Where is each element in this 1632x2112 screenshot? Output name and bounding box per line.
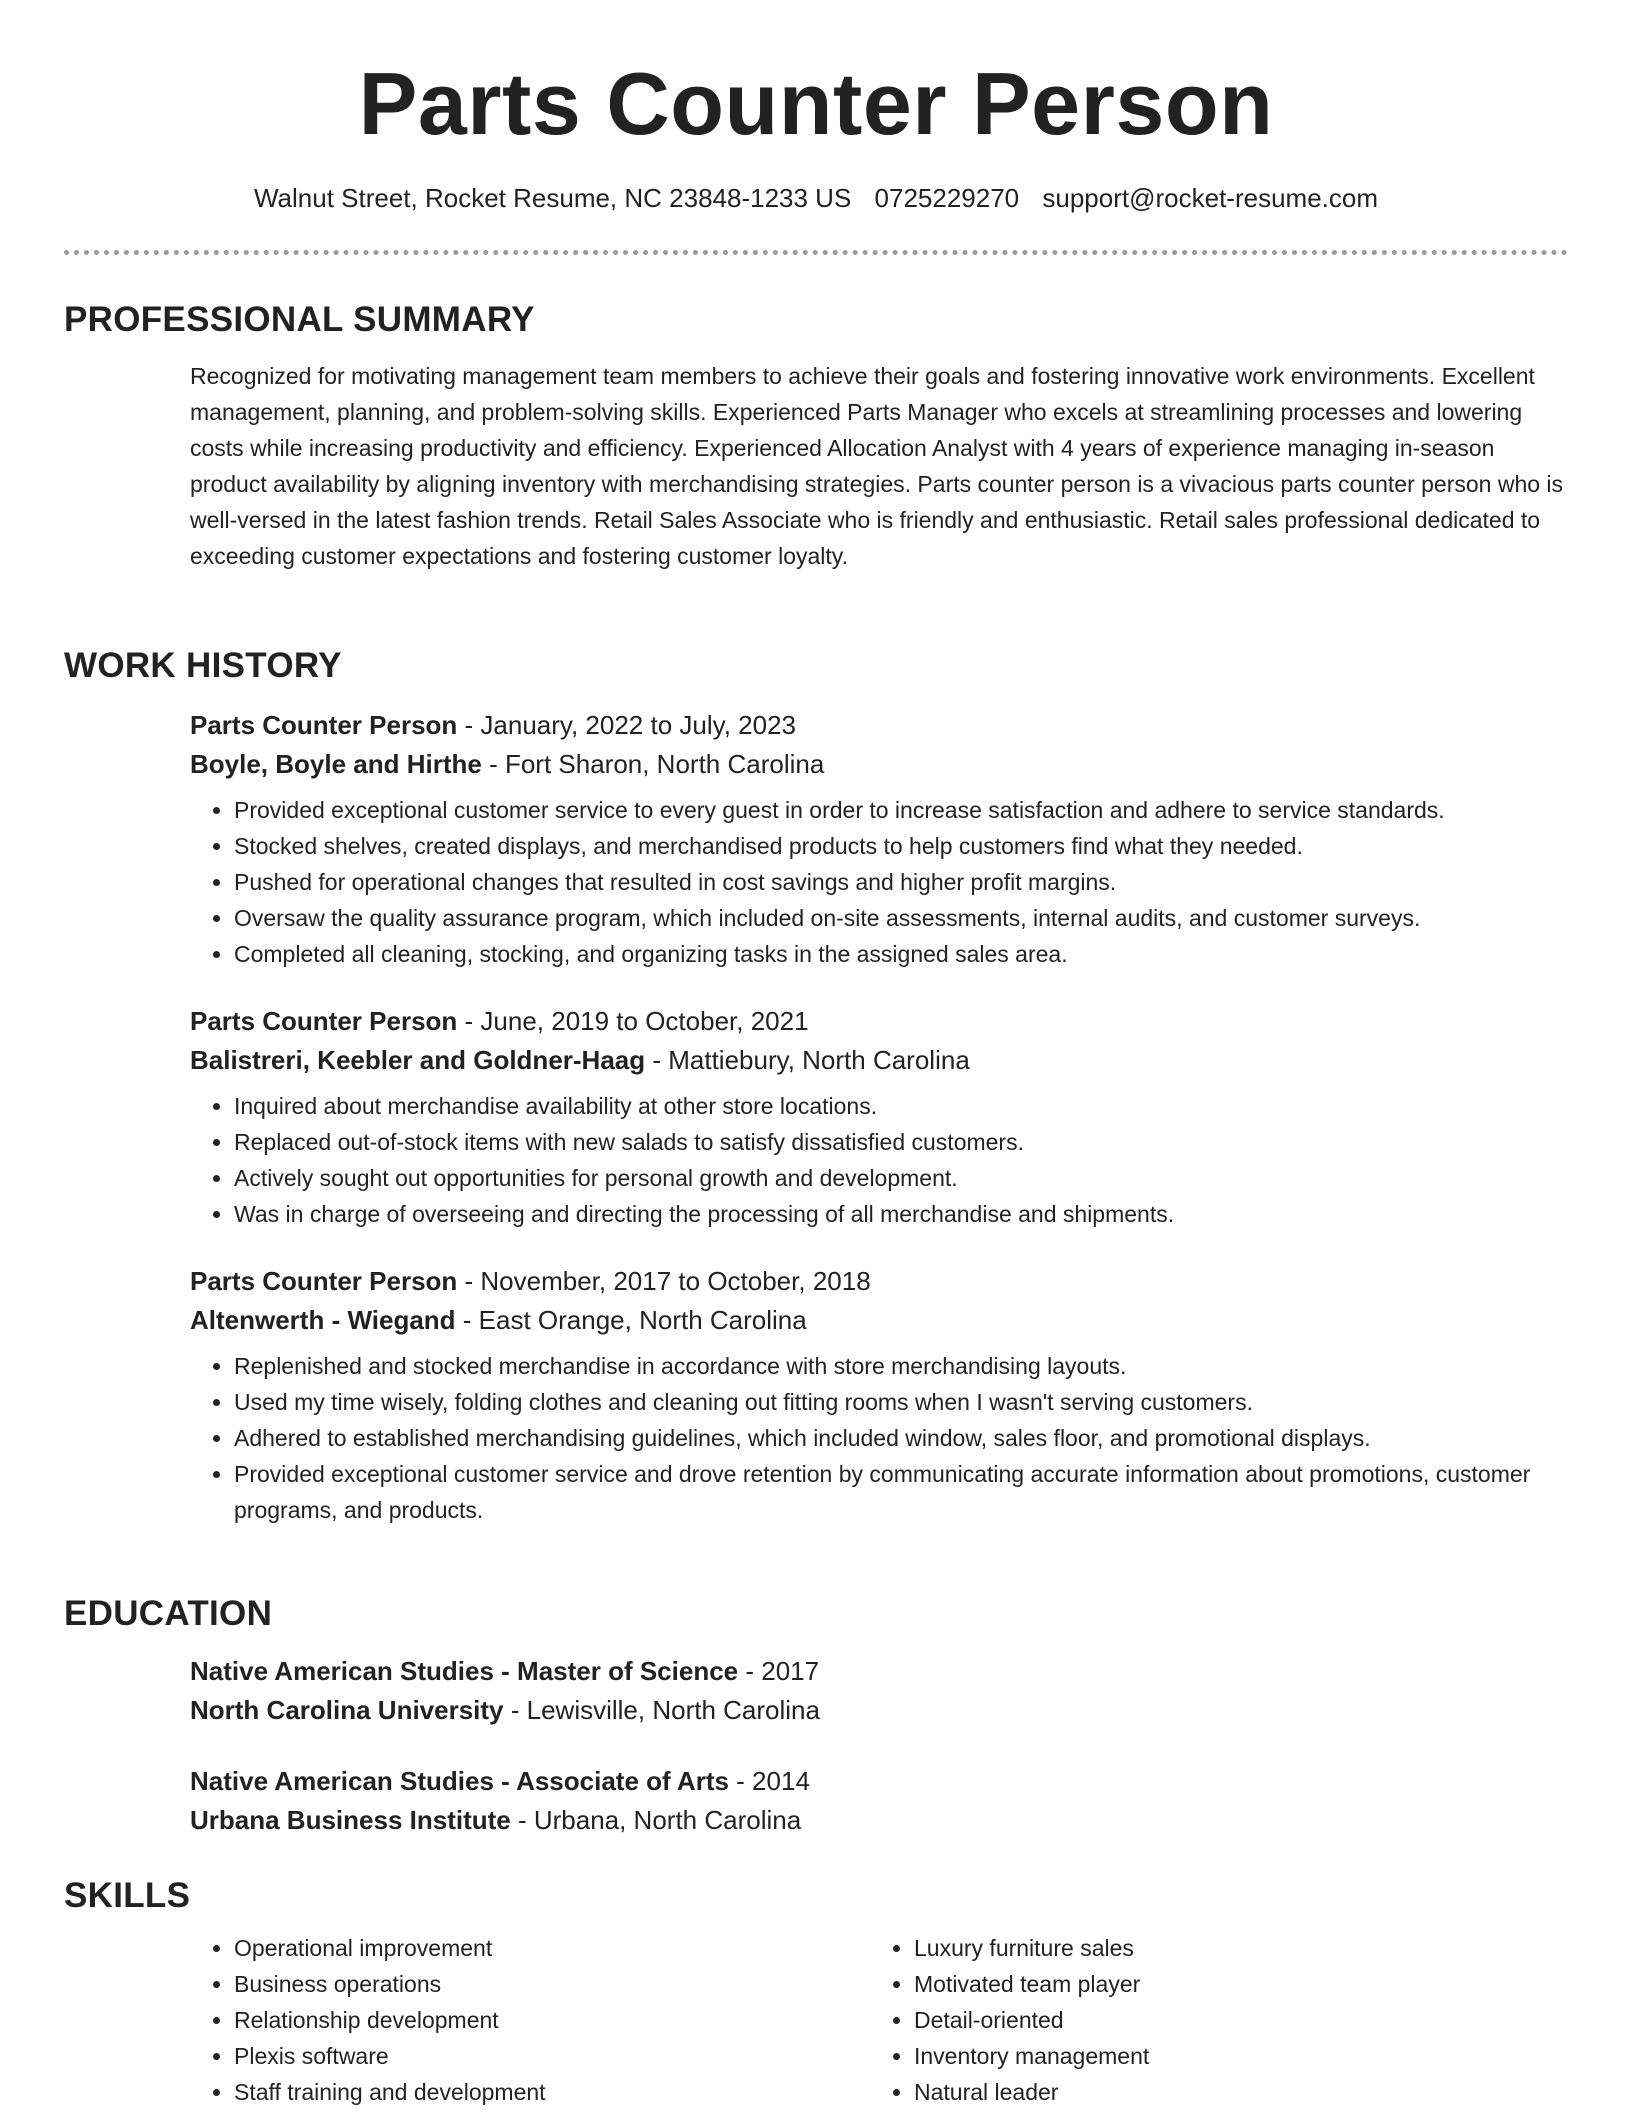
education-entry — [64, 1652, 1568, 1730]
job-bullet: • Stocked shelves, created displays, and merchandised products to help customers find what they needed. — [234, 828, 1568, 864]
contact-phone: 0725229270 — [874, 183, 1020, 213]
job-company: Boyle, Boyle and Hirthe — [190, 749, 482, 779]
job-position: Parts Counter Person — [190, 1006, 458, 1036]
job-bullets — [190, 792, 1568, 972]
skill-item: • Plexis software — [234, 2038, 870, 2074]
skill-item: • Motivated team player — [914, 1966, 1550, 2002]
education-degree-line — [190, 1762, 1568, 1801]
job-company-line — [190, 1041, 1568, 1080]
education-degree-line — [190, 1652, 1568, 1691]
skill-item: • Business operations — [234, 1966, 870, 2002]
skill-item: • Luxury furniture sales — [914, 1930, 1550, 1966]
education-school-line — [190, 1801, 1568, 1840]
job-dates: - November, 2017 to October, 2018 — [457, 1266, 871, 1296]
skills-column-right — [870, 1930, 1550, 2110]
job-title-line — [190, 1002, 1568, 1041]
job-bullet: • Adhered to established merchandising guidelines, which included window, sales floor, and promotional displays. — [234, 1420, 1568, 1456]
job-company: Altenwerth - Wiegand — [190, 1305, 456, 1335]
education-year: - 2014 — [728, 1766, 810, 1796]
section-title-summary: PROFESSIONAL SUMMARY — [64, 300, 535, 339]
education-section — [64, 1592, 1568, 1840]
skill-item: • Staff training and development — [234, 2074, 870, 2110]
section-title-work-history: WORK HISTORY — [64, 646, 342, 685]
job-title-line — [190, 706, 1568, 745]
contact-address: Walnut Street, Rocket Resume, NC 23848-1233 US — [253, 183, 852, 213]
job-dates: - January, 2022 to July, 2023 — [457, 710, 796, 740]
job-entry — [64, 1002, 1568, 1232]
education-school: Urbana Business Institute — [190, 1805, 511, 1835]
job-bullet: • Inquired about merchandise availability at other store locations. — [234, 1088, 1568, 1124]
education-location: - Urbana, North Carolina — [510, 1805, 802, 1835]
section-title-skills: SKILLS — [64, 1876, 191, 1915]
job-bullet: • Provided exceptional customer service to every guest in order to increase satisfaction and adhere to service standards. — [234, 792, 1568, 828]
skills-grid — [190, 1930, 1568, 2110]
education-school-line — [190, 1691, 1568, 1730]
skill-item: • Operational improvement — [234, 1930, 870, 1966]
job-position: Parts Counter Person — [190, 710, 458, 740]
education-degree: Native American Studies - Master of Science — [190, 1656, 739, 1686]
job-entry — [64, 706, 1568, 972]
header-divider — [64, 250, 1568, 255]
summary-section — [64, 298, 1568, 574]
job-bullet: • Used my time wisely, folding clothes and cleaning out fitting rooms when I wasn't serving customers. — [234, 1384, 1568, 1420]
skill-item: • Natural leader — [914, 2074, 1550, 2110]
job-bullet: • Provided exceptional customer service and drove retention by communicating accurate information about promotions, customer programs, and products. — [234, 1456, 1568, 1528]
contact-email: support@rocket-resume.com — [1042, 183, 1379, 213]
job-title-line — [190, 1262, 1568, 1301]
candidate-name: Parts Counter Person — [358, 54, 1274, 153]
education-location: - Lewisville, North Carolina — [503, 1695, 820, 1725]
education-entry — [64, 1762, 1568, 1840]
job-company-line — [190, 745, 1568, 784]
skill-item: • Detail-oriented — [914, 2002, 1550, 2038]
job-bullets — [190, 1088, 1568, 1232]
contact-line — [0, 180, 1632, 216]
job-bullet: • Pushed for operational changes that resulted in cost savings and higher profit margins. — [234, 864, 1568, 900]
job-bullets — [190, 1348, 1568, 1528]
job-bullet: • Was in charge of overseeing and directing the processing of all merchandise and shipments. — [234, 1196, 1568, 1232]
skills-column-left — [190, 1930, 870, 2110]
job-location: - Fort Sharon, North Carolina — [481, 749, 825, 779]
job-bullet: • Completed all cleaning, stocking, and organizing tasks in the assigned sales area. — [234, 936, 1568, 972]
summary-text: Recognized for motivating management team members to achieve their goals and fostering innovative work environments. Excellent management, planning, and problem-solving skills. Experienced Parts Manager who excels at streamlining processes and lowering costs while increasing productivity and efficiency. Experienced Allocation Analyst with 4 years of experience managing in-season product availability by aligning inventory with merchandising strategies. Parts counter person is a vivacious parts counter person who is well-versed in the latest fashion trends. Retail Sales Associate who is friendly and enthusiastic. Retail sales professional dedicated to exceeding customer expectations and fostering customer loyalty. — [190, 363, 1564, 569]
job-bullet: • Actively sought out opportunities for personal growth and development. — [234, 1160, 1568, 1196]
job-bullet: • Replaced out-of-stock items with new salads to satisfy dissatisfied customers. — [234, 1124, 1568, 1160]
education-degree: Native American Studies - Associate of Arts — [190, 1766, 729, 1796]
education-school: North Carolina University — [190, 1695, 504, 1725]
job-bullet: • Oversaw the quality assurance program, which included on-site assessments, internal audits, and customer surveys. — [234, 900, 1568, 936]
job-company: Balistreri, Keebler and Goldner-Haag — [190, 1045, 646, 1075]
section-title-education: EDUCATION — [64, 1594, 273, 1633]
job-company-line — [190, 1301, 1568, 1340]
job-bullet: • Replenished and stocked merchandise in accordance with store merchandising layouts. — [234, 1348, 1568, 1384]
education-year: - 2017 — [738, 1656, 820, 1686]
job-entry — [64, 1262, 1568, 1528]
job-position: Parts Counter Person — [190, 1266, 458, 1296]
job-location: - Mattiebury, North Carolina — [645, 1045, 970, 1075]
job-dates: - June, 2019 to October, 2021 — [457, 1006, 809, 1036]
work-history-section — [64, 644, 1568, 1528]
skill-item: • Relationship development — [234, 2002, 870, 2038]
job-location: - East Orange, North Carolina — [455, 1305, 807, 1335]
skills-section — [64, 1874, 1568, 2110]
skill-item: • Inventory management — [914, 2038, 1550, 2074]
